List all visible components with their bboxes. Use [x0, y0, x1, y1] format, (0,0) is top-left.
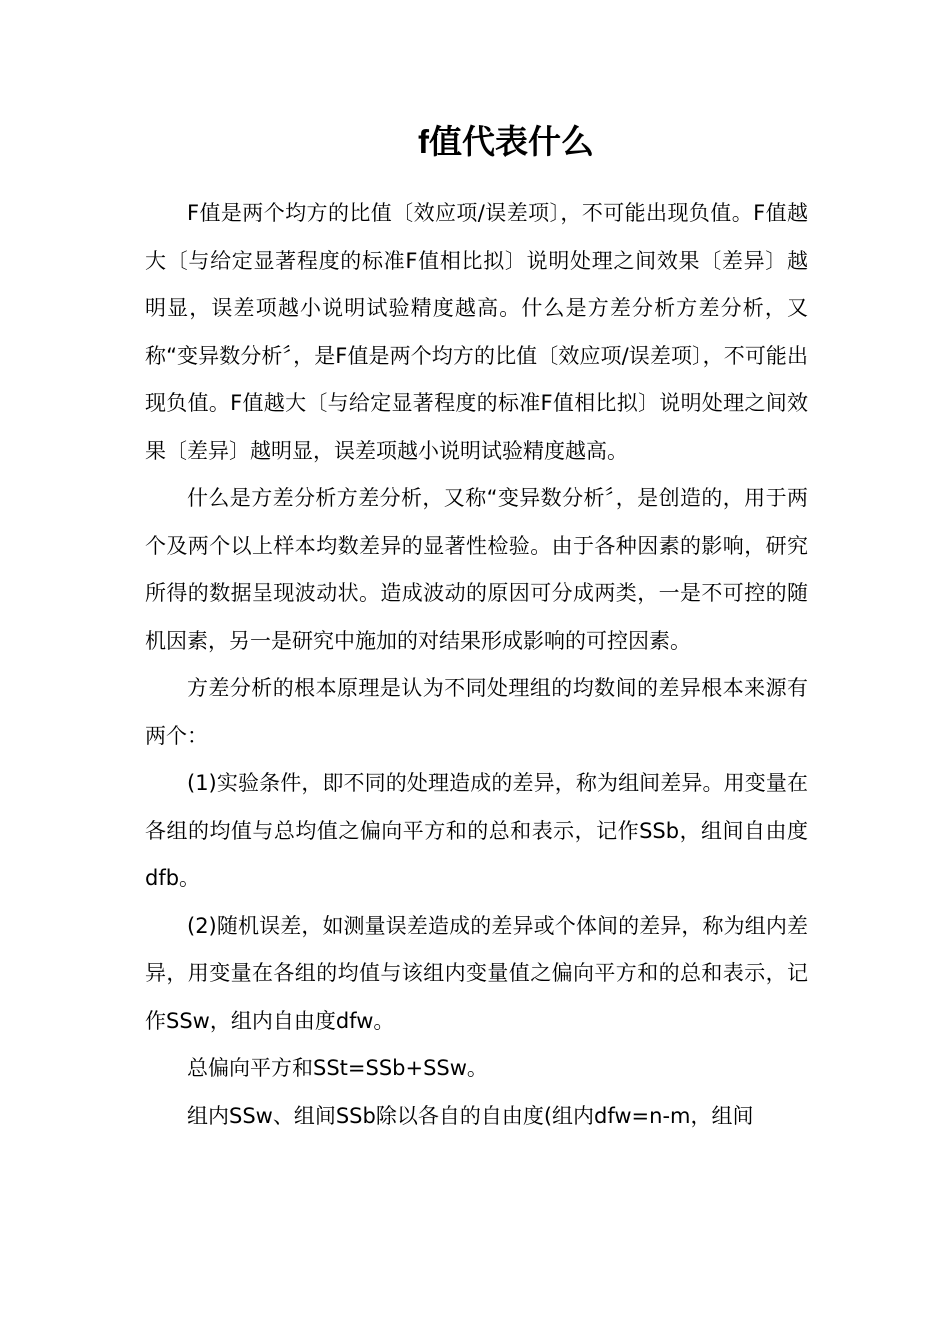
paragraph-7: 组内SSw、组间SSb除以各自的自由度(组内dfw=n-m，组间	[187, 1103, 754, 1128]
paragraph-3: 方差分析的根本原理是认为不同处理组的均数间的差异根本来源有两个：	[145, 676, 808, 748]
paragraph-2: 什么是方差分析方差分析，又称“变异数分析〞，是创造的，用于两个及两个以上样本均数差异的显著性检验。由于各种因素的影响，研究所得的数据呈现波动状。造成波动的原因可分成两类，一是不可控的随机因素，另一是研究中施加的对结果形成影响的可控因素。	[145, 486, 808, 653]
document-title: f值代表什么	[418, 123, 594, 160]
paragraph-5: (2)随机误差，如测量误差造成的差异或个体间的差异，称为组内差异，用变量在各组的均值与该组内变量值之偏向平方和的总和表示，记作SSw，组内自由度dfw。	[145, 913, 808, 1033]
paragraph-1: F值是两个均方的比值〔效应项/误差项〕，不可能出现负值。F值越大〔与给定显著程度的标准F值相比拟〕说明处理之间效果〔差异〕越明显，误差项越小说明试验精度越高。什么是方差分析方差分析，又称“变异数分析〞，是F值是两个均方的比值〔效应项/误差项〕，不可能出现负值。F值越大〔与给定显著程度的标准F值相比拟〕说明处理之间效果〔差异〕越明显，误差项越小说明试验精度越高。	[145, 201, 808, 463]
document-body	[145, 190, 808, 1140]
paragraph-6: 总偏向平方和SSt=SSb+SSw。	[187, 1056, 488, 1080]
paragraph-4: (1)实验条件，即不同的处理造成的差异，称为组间差异。用变量在各组的均值与总均值之偏向平方和的总和表示，记作SSb，组间自由度dfb。	[145, 771, 808, 890]
